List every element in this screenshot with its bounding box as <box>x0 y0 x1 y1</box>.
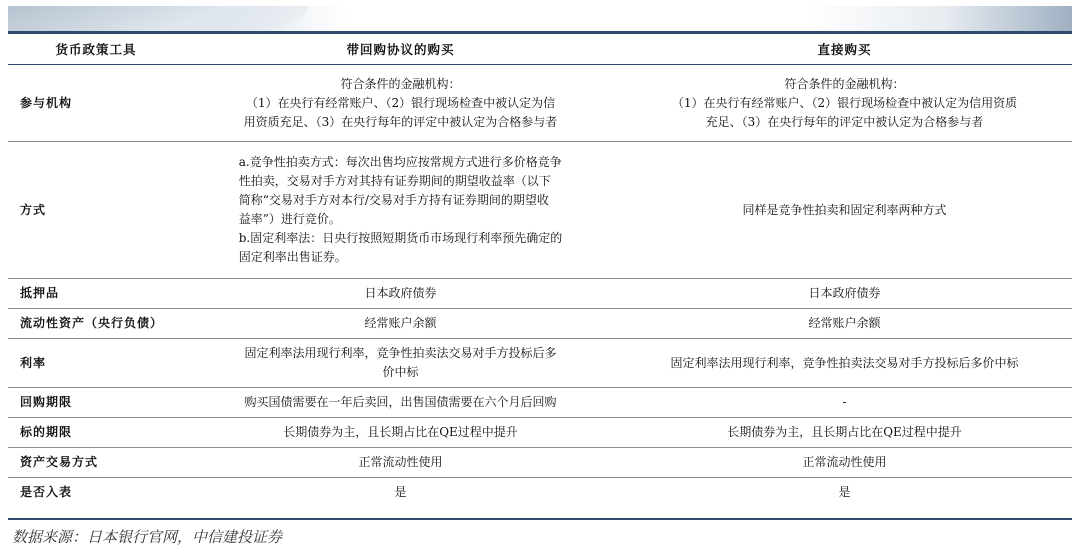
cell-outright: 正常流动性使用 <box>617 448 1072 478</box>
row-label: 回购期限 <box>8 388 184 418</box>
cell-outright: 长期债券为主，且长期占比在QE过程中提升 <box>617 418 1072 448</box>
table-row <box>8 448 1072 478</box>
cell-repo: 正常流动性使用 <box>184 448 617 478</box>
table-row <box>8 279 1072 309</box>
cell-outright: 同样是竞争性拍卖和固定利率两种方式 <box>617 142 1072 279</box>
row-label: 抵押品 <box>8 279 184 309</box>
header-repo-purchase: 带回购协议的购买 <box>184 34 617 65</box>
cell-line: 固定利率出售证券。 <box>238 250 347 264</box>
table-header-row <box>8 34 1072 65</box>
row-label: 方式 <box>8 142 184 279</box>
cell-line: 简称“交易对手方对本行/交易对手方持有证券期间的期望收 <box>238 193 549 207</box>
table-row <box>8 65 1072 142</box>
cell-line: 符合条件的金融机构： <box>784 76 905 91</box>
cell-outright: 经常账户余额 <box>617 309 1072 339</box>
cell-line: 性拍卖，交易对手方对其持有证券期间的期望收益率（以下 <box>238 174 551 188</box>
cell-line: 符合条件的金融机构： <box>340 76 461 91</box>
cell-line: （1）在央行有经常账户、（2）银行现场检查中被认定为信用资质 <box>671 95 1018 110</box>
row-label: 参与机构 <box>8 65 184 142</box>
cell-line: （1）在央行有经常账户、（2）银行现场检查中被认定为信 <box>245 95 556 110</box>
row-label: 标的期限 <box>8 418 184 448</box>
cell-line: a.竞争性拍卖方式：每次出售均应按常规方式进行多价格竞争 <box>238 155 562 169</box>
cell-repo: 日本政府债券 <box>184 279 617 309</box>
cell-repo <box>184 142 617 279</box>
cell-outright: 固定利率法用现行利率，竞争性拍卖法交易对手方投标后多价中标 <box>617 339 1072 388</box>
footer-rule <box>8 518 1072 520</box>
header-decoration-bar <box>8 6 1072 32</box>
cell-repo: 购买国债需要在一年后卖回，出售国债需要在六个月后回购 <box>184 388 617 418</box>
row-label: 利率 <box>8 339 184 388</box>
cell-outright: - <box>617 388 1072 418</box>
cell-repo <box>184 65 617 142</box>
cell-repo <box>184 339 617 388</box>
cell-line: 价中标 <box>382 365 419 379</box>
table-row <box>8 142 1072 279</box>
source-note: 数据来源：日本银行官网，中信建投证券 <box>12 528 283 546</box>
table-row <box>8 309 1072 339</box>
header-tool: 货币政策工具 <box>8 34 184 65</box>
row-label: 流动性资产（央行负债） <box>8 309 184 339</box>
cell-repo: 经常账户余额 <box>184 309 617 339</box>
table-row <box>8 418 1072 448</box>
cell-outright: 日本政府债券 <box>617 279 1072 309</box>
row-label: 资产交易方式 <box>8 448 184 478</box>
header-outright-purchase: 直接购买 <box>617 34 1072 65</box>
table-row <box>8 339 1072 388</box>
cell-outright <box>617 65 1072 142</box>
cell-repo: 长期债券为主，且长期占比在QE过程中提升 <box>184 418 617 448</box>
cell-paragraph <box>239 153 563 267</box>
cell-line: 固定利率法用现行利率，竞争性拍卖法交易对手方投标后多 <box>244 346 557 360</box>
header-swoosh <box>8 6 308 32</box>
cell-repo: 是 <box>184 478 617 508</box>
cell-line: 用资质充足、（3）在央行每年的评定中被认定为合格参与者 <box>243 114 558 129</box>
table-row <box>8 388 1072 418</box>
policy-tools-table <box>8 34 1072 507</box>
table-row <box>8 478 1072 508</box>
cell-line: 益率”）进行竞价。 <box>238 212 341 226</box>
row-label: 是否入表 <box>8 478 184 508</box>
cell-line: b.固定利率法：日央行按照短期货币市场现行利率预先确定的 <box>238 231 563 245</box>
cell-line: 充足、（3）在央行每年的评定中被认定为合格参与者 <box>705 114 984 129</box>
cell-outright: 是 <box>617 478 1072 508</box>
